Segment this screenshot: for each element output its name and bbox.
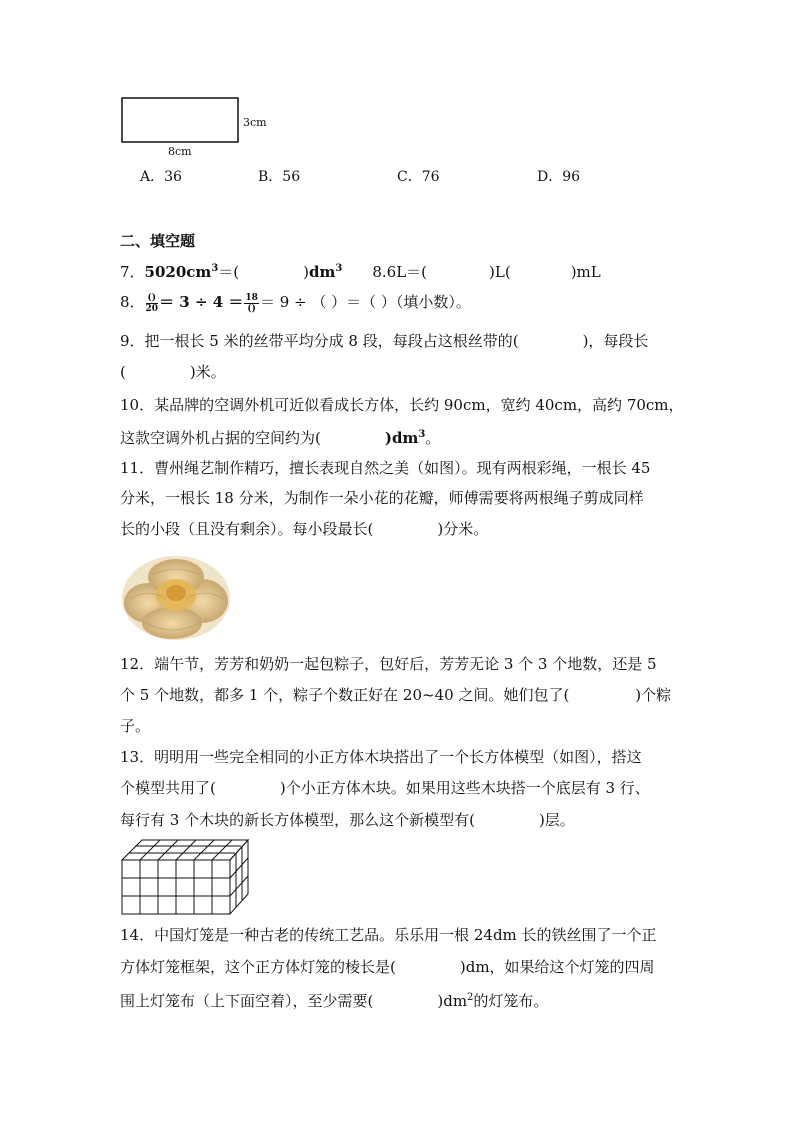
q8-mid-1: ＝ 3 ÷ 4 ＝ [159,293,244,311]
q9-text-1: 9．把一根长 5 米的丝带平均分成 8 段，每段占这根丝带的( [120,332,519,350]
q14-end: 的灯笼布。 [473,992,549,1010]
rect-width-label: 8cm [168,145,192,158]
question-10-line-1: 10．某品牌的空调外机可近似看成长方体，长约 90cm，宽约 40cm，高约 70cm， [120,396,684,414]
question-14-line-2 [120,957,655,977]
q7-unit: cm [186,263,212,281]
q7-part2: 8.6L＝( [372,263,428,281]
question-7 [120,259,601,282]
rect-height-label: 3cm [243,116,267,129]
cuboid-block-figure [120,838,250,918]
q14-unit: )dm [437,992,468,1010]
question-14-line-1: 14．中国灯笼是一种古老的传统工艺品。乐乐用一根 24dm 长的铁丝围了一个正 [120,926,657,944]
choice-c: C．76 [397,169,440,185]
question-11-line-2: 分米，一根长 18 分米，为制作一朵小花的花瓣，师傅需要将两根绳子剪成同样 [120,489,644,507]
q10-exp: 3 [418,429,426,440]
q14-text-2: 方体灯笼框架，这个正方体灯笼的棱长是( [120,958,396,976]
q10-unit: )dm [384,429,419,447]
q10-text-2: 这款空调外机占据的空间约为( [120,429,321,447]
question-8 [120,292,471,314]
q11-text-3: 长的小段（且没有剩余）。每小段最长( [120,520,374,538]
question-10-line-2 [120,425,440,448]
q7-eq: ＝( [218,263,240,281]
q13-text-3: 每行有 3 个木块的新长方体模型，那么这个新模型有( [120,811,475,829]
q9-text-2-end: )米。 [189,363,226,381]
choice-b: B．56 [258,169,301,185]
q12-end: )个粽 [635,686,672,704]
q7-number: 7． [120,263,145,281]
q13-text-2: 个模型共用了( [120,779,216,797]
choice-d: D．96 [537,169,581,185]
question-9-line-1 [120,331,648,351]
question-11-line-3 [120,519,488,539]
q8-number: 8． [120,293,145,311]
rope-flower-image [120,553,232,643]
question-11-line-1: 11．曹州绳艺制作精巧，擅长表现自然之美（如图）。现有两根彩绳，一根长 45 [120,459,651,477]
q14-text-3: 围上灯笼布（上下面空着），至少需要( [120,992,374,1010]
q9-text-2: ( [120,363,126,381]
section-title: 二、填空题 [120,232,196,250]
q7-value: 5020 [144,263,187,281]
question-14-line-3 [120,988,548,1011]
question-13-line-1: 13．明明用一些完全相同的小正方体木块搭出了一个长方体模型（如图），搭这 [120,748,642,766]
q13-text-3-end: )层。 [538,811,575,829]
q7-part2-mid: )L( [489,263,511,281]
question-13-line-2 [120,778,650,798]
q13-text-2-end: )个小正方体木块。如果用这些木块搭一个底层有 3 行、 [279,779,650,797]
q14-exp: 2 [467,992,474,1003]
choice-a: A．36 [140,169,182,185]
q8-fraction-1: $\frac{()}{20}$ [145,292,159,314]
q10-end: 。 [425,429,441,447]
question-9-line-2 [120,362,226,382]
question-12-line-3: 子。 [120,717,151,735]
q7-exp-2: 3 [335,263,343,274]
q8-mid-2: ＝ 9 ÷ （ ）＝（ ）（填小数）。 [259,293,471,311]
q7-target-unit: dm [309,263,336,281]
q7-close: ) [303,263,309,281]
q7-part2-end: )mL [570,263,601,281]
q8-fraction-2: $\frac{18}{()}$ [245,292,258,314]
question-12-line-1: 12．端午节，芳芳和奶奶一起包粽子，包好后，芳芳无论 3 个 3 个地数，还是 5 [120,655,657,673]
q9-text-1-end: )，每段长 [582,332,649,350]
q11-end: )分米。 [437,520,489,538]
question-12-line-2 [120,685,671,705]
q7-exp-1: 3 [211,263,219,274]
question-13-line-3 [120,810,575,830]
q14-text-2-end: )dm，如果给这个灯笼的四周 [459,958,655,976]
q12-text-2: 个 5 个地数，都多 1 个，粽子个数正好在 20~40 之间。她们包了( [120,686,570,704]
